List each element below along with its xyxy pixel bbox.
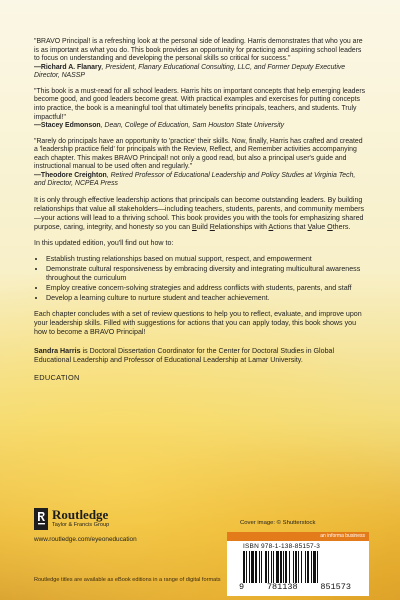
publisher-name: Routledge	[52, 507, 109, 522]
cover-credit: Cover image: © Shutterstock	[240, 520, 316, 526]
barcode-bar	[317, 551, 318, 583]
publisher-group: Taylor & Francis Group	[52, 522, 110, 528]
endorser-title: , President, Flanary Educational Consulting, LLC, and Former Deputy Executive Director, NASSP	[34, 63, 346, 80]
endorsement-1	[34, 38, 368, 81]
barcode-bar	[280, 551, 282, 583]
endorsement-3	[34, 138, 368, 189]
author-description: is Doctoral Dissertation Coordinator for the Center for Doctoral Studies in Global Educational Leadership and Professor of Educational Leadership at Lamar University.	[34, 346, 335, 364]
barcode-bar	[285, 551, 287, 583]
barcode-bar	[271, 551, 272, 583]
barcode-bar	[298, 551, 299, 583]
intro-text: elationships with	[214, 223, 269, 232]
barcode-digits	[239, 582, 351, 592]
acronym-letter-o: O	[327, 223, 333, 232]
intro-text: thers.	[332, 223, 351, 232]
barcode-bar	[307, 551, 309, 583]
intro-text: ctions that	[273, 223, 308, 232]
barcode-digits-left: 781138	[266, 582, 298, 592]
intro-text: It is only through effective leadership actions that principals can become outstanding leaders. By building relationships that value all stakeholders—including teachers, students, parents, and community members—your actions will lead to a thriving school. This book provides you with the tools for emphasizing shared purpose, caring, integrity, and honesty so you can	[34, 196, 365, 232]
barcode-bar	[313, 551, 316, 583]
endorsement-attribution	[34, 122, 368, 131]
closing-paragraph: Each chapter concludes with a set of review questions to help you to reflect, evaluate, and improve upon your leadership skills. Filled with suggestions for actions that you can apply today, this book shows you how to become a BRAVO Principal!	[34, 309, 362, 336]
barcode-bar	[255, 551, 257, 583]
publisher-logo	[34, 508, 194, 530]
acronym-letter-v: V	[307, 223, 312, 232]
endorsement-quote: "This book is a must-read for all school leaders. Harris hits on important concepts that help emerging leaders become good, and good leaders become great. With practical examples and exercises for putting concepts into practice, the book is a meaningful tool that ultimately benefits principals, teachers, and students. Truly impactful!"	[34, 87, 366, 121]
list-item: • Develop a learning culture to nurture student and teacher achievement.	[46, 294, 368, 303]
category-label: EDUCATION	[34, 373, 80, 383]
endorser-name: —Richard A. Flanary	[34, 63, 102, 71]
barcode-bar	[305, 551, 306, 583]
barcode-bar	[243, 551, 245, 583]
intro-text: alue	[311, 223, 328, 232]
barcode-bar	[289, 551, 290, 583]
intro-paragraph	[34, 196, 368, 232]
barcode-bar	[301, 551, 302, 583]
endorsement-2	[34, 88, 368, 131]
barcode-bar	[246, 551, 247, 583]
barcode-bar	[295, 551, 297, 583]
list-item: • Establish trusting relationships based on mutual support, respect, and empowerment	[46, 255, 368, 264]
acronym-letter-a: A	[268, 223, 274, 232]
publisher-block	[34, 508, 194, 543]
barcode-bar	[311, 551, 312, 583]
barcode-bar	[261, 551, 262, 583]
barcode-bar	[276, 551, 279, 583]
barcode-panel	[227, 541, 369, 596]
author-bio	[34, 347, 368, 365]
barcode-bar	[268, 551, 269, 583]
barcode-digit-lead: 9	[239, 582, 245, 592]
barcode-bar	[249, 551, 250, 583]
barcode-bar	[259, 551, 260, 583]
barcode-bar	[293, 551, 294, 583]
endorsement-quote: "BRAVO Principal! is a refreshing look at the personal side of leading. Harris demonstrates that who you are is as important as what you do. This book provides an opportunity for practicing and aspiring school leaders to focus on understanding and developing the personal skills so critical for success."	[34, 38, 363, 63]
back-cover-content	[34, 38, 368, 382]
informa-banner: an informa business	[227, 532, 369, 541]
updated-edition-lead: In this updated edition, you'll find out how to:	[34, 239, 174, 248]
isbn-label: ISBN 978-1-138-85157-3	[243, 543, 321, 550]
routledge-logo-icon	[34, 508, 48, 530]
barcode-bar	[283, 551, 284, 583]
endorser-name: —Theodore Creighton	[34, 171, 107, 179]
endorser-title: , Retired Professor of Educational Leadership and Policy Studies at Virginia Tech, and Director, NCPEA Press	[34, 171, 356, 188]
endorser-title: , Dean, College of Education, Sam Houston State University	[100, 122, 285, 130]
acronym-letter-b: B	[192, 223, 197, 232]
endorsement-attribution	[34, 64, 368, 81]
list-item: • Employ creative concern-solving strategies and address conflicts with students, parents, and staff	[46, 284, 368, 293]
endorser-name: —Stacey Edmonson	[34, 122, 101, 130]
author-name: Sandra Harris	[34, 346, 81, 355]
list-item: • Demonstrate cultural responsiveness by embracing diversity and integrating multicultural awareness throughout the curriculum	[46, 265, 368, 283]
barcode-digits-right: 851573	[320, 582, 351, 592]
barcode-bar	[265, 551, 267, 583]
publisher-url: www.routledge.com/eyeoneducation	[34, 536, 137, 543]
barcode-bars	[241, 551, 355, 583]
endorsement-attribution	[34, 172, 368, 189]
acronym-letter-r: R	[209, 223, 215, 232]
intro-text: uild	[196, 223, 210, 232]
feature-list	[34, 255, 368, 302]
endorsement-quote: "Rarely do principals have an opportunity to 'practice' their skills. Now, finally, Harris has crafted and created a 'leadership practice field' for principals with the Review, Reflect, and Remember activities accompanying each chapter. This makes BRAVO Principal! not only a good read, but also a principal user's guide and instructional manual to be used often and regularly."	[34, 137, 363, 171]
barcode-block	[227, 532, 369, 594]
barcode-bar	[251, 551, 254, 583]
ebook-note: Routledge titles are available as eBook editions in a range of digital formats	[34, 577, 221, 583]
barcode-bar	[273, 551, 274, 583]
